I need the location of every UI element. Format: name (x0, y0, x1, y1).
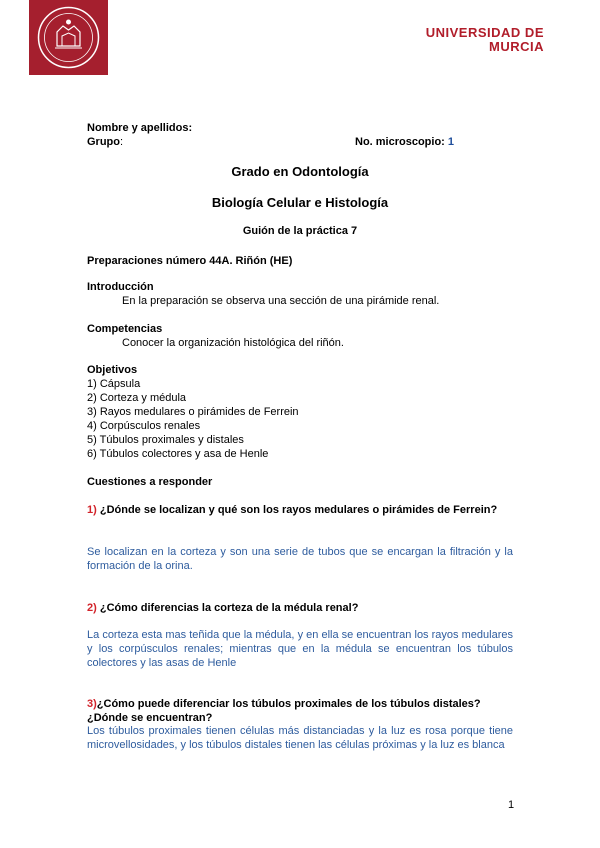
question-3-number: 3) (87, 698, 97, 710)
group-colon: : (120, 136, 124, 148)
list-item: 5) Túbulos proximales y distales (87, 434, 244, 446)
intro-heading: Introducción (87, 281, 154, 293)
question-1 (87, 503, 513, 517)
preparations-heading: Preparaciones número 44A. Riñón (HE) (87, 255, 293, 267)
intro-text: En la preparación se observa una sección de una pirámide renal. (122, 295, 440, 307)
answer-1: Se localizan en la corteza y son una serie de tubos que se encargan la filtración y la formación de la orina. (87, 546, 513, 572)
microscope-label: No. microscopio: (355, 136, 445, 148)
university-logo (29, 0, 108, 75)
competencias-heading: Competencias (87, 323, 163, 335)
group-label: Grupo (87, 136, 120, 148)
list-item: 1) Cápsula (87, 378, 141, 390)
university-name-line2: MURCIA (489, 39, 544, 54)
name-label: Nombre y apellidos: (87, 122, 193, 134)
microscope-field (355, 135, 454, 149)
course-title: Biología Celular e Histología (211, 195, 389, 210)
question-2 (87, 601, 513, 615)
objetivos-heading: Objetivos (87, 364, 138, 376)
group-field (87, 135, 123, 149)
competencias-text: Conocer la organización histológica del riñón. (122, 337, 344, 349)
answer-2: La corteza esta mas teñida que la médula, y en ella se encuentran los rayos medulares y los corpúsculos renales; mientras que en la médula se encuentran los túbulos colectores y las asas de Henle (87, 629, 513, 669)
guide-title: Guión de la práctica 7 (242, 225, 358, 237)
microscope-value: 1 (447, 136, 455, 148)
question-1-text: ¿Dónde se localizan y qué son los rayos medulares o pirámides de Ferrein? (99, 504, 498, 516)
question-2-number: 2) (87, 602, 97, 614)
question-3 (87, 697, 519, 725)
list-item: 3) Rayos medulares o pirámides de Ferrein (87, 406, 299, 418)
list-item: 2) Corteza y médula (87, 392, 187, 404)
answer-3: Los túbulos proximales tienen células más distanciadas y la luz es rosa porque tiene microvellosidades, y los túbulos distales tienen las células próximas y la luz es blanca (87, 725, 513, 751)
list-item: 6) Túbulos colectores y asa de Henle (87, 448, 269, 460)
university-name (420, 26, 544, 54)
university-name-line1: UNIVERSIDAD DE (425, 25, 544, 40)
university-seal-icon (29, 0, 108, 75)
degree-title: Grado en Odontología (231, 164, 369, 179)
page-number: 1 (508, 799, 515, 811)
list-item: 4) Corpúsculos renales (87, 420, 201, 432)
cuestiones-heading: Cuestiones a responder (87, 476, 213, 488)
question-2-text: ¿Cómo diferencias la corteza de la médula renal? (99, 602, 359, 614)
objetivos-list (87, 377, 299, 461)
question-3-text: ¿Cómo puede diferenciar los túbulos proximales de los túbulos distales? ¿Dónde se encuentran? (87, 698, 481, 724)
question-1-number: 1) (87, 504, 97, 516)
